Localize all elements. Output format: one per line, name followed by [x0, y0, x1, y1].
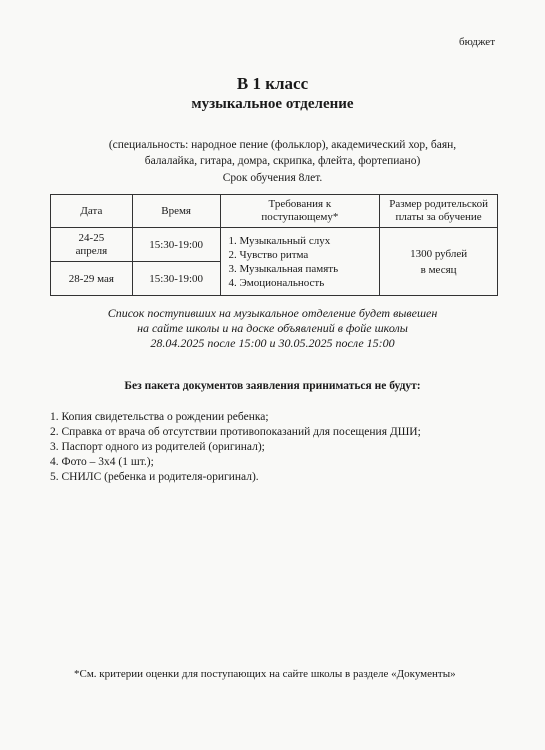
header-date: Дата — [51, 195, 133, 228]
requirements-list — [221, 230, 380, 294]
cell-time: 15:30-19:00 — [132, 228, 220, 262]
header-fee — [380, 195, 498, 228]
specialties-line: (специальность: народное пение (фольклор), академический хор, баян, — [108, 139, 457, 151]
table-header-row — [51, 195, 498, 228]
list-item: 5. СНИЛС (ребенка и родителя-оригинал). — [50, 471, 259, 483]
cell-date: 28-29 мая — [51, 262, 133, 296]
documents-list — [50, 410, 510, 485]
page-title: В 1 класс — [236, 74, 309, 93]
header-time: Время — [132, 195, 220, 228]
notice-line: Список поступивших на музыкальное отделение будет вывешен — [107, 306, 438, 320]
notice-line: на сайте школы и на доске объявлений в фойе школы — [137, 321, 408, 335]
list-item: 1. Копия свидетельства о рождении ребенка; — [50, 411, 269, 423]
list-item: 3. Паспорт одного из родителей (оригинал); — [50, 441, 265, 453]
list-item: 3. Музыкальная память — [228, 262, 339, 275]
list-item: 4. Эмоциональность — [228, 276, 325, 289]
header-requirements-line: Требования к — [268, 198, 332, 210]
footnote: *См. критерии оценки для поступающих на сайте школы в разделе «Документы» — [74, 668, 456, 680]
notice-line: 28.04.2025 после 15:00 и 30.05.2025 после 15:00 — [150, 336, 395, 350]
header-fee-line: Размер родительской — [389, 198, 488, 210]
table-row — [51, 228, 498, 262]
duration-text: Срок обучения 8лет. — [222, 172, 323, 184]
documents-warning: Без пакета документов заявления приниматься не будут: — [124, 380, 421, 392]
list-item: 4. Фото – 3х4 (1 шт.); — [50, 456, 154, 468]
specialties-text — [70, 137, 495, 169]
cell-date-line: 24-25 — [78, 231, 105, 244]
header-fee-line: платы за обучение — [395, 211, 482, 223]
list-item: 1. Музыкальный слух — [228, 234, 331, 247]
fee-line: в месяц — [420, 263, 457, 276]
header-requirements — [220, 195, 380, 228]
cell-fee — [380, 228, 498, 296]
specialties-line: балалайка, гитара, домра, скрипка, флейта, фортепиано) — [144, 155, 421, 167]
cell-date — [51, 228, 133, 262]
list-item: 2. Справка от врача об отсутствии противопоказаний для посещения ДШИ; — [50, 426, 421, 438]
cell-date-line: апреля — [75, 244, 108, 257]
fee-line: 1300 рублей — [410, 247, 468, 260]
header-requirements-line: поступающему* — [261, 211, 339, 223]
list-item: 2. Чувство ритма — [228, 248, 309, 261]
results-notice — [0, 306, 545, 351]
cell-time: 15:30-19:00 — [132, 262, 220, 296]
cell-requirements — [220, 228, 380, 296]
schedule-table — [50, 194, 498, 296]
budget-label: бюджет — [459, 36, 495, 48]
page-subtitle: музыкальное отделение — [191, 96, 354, 112]
